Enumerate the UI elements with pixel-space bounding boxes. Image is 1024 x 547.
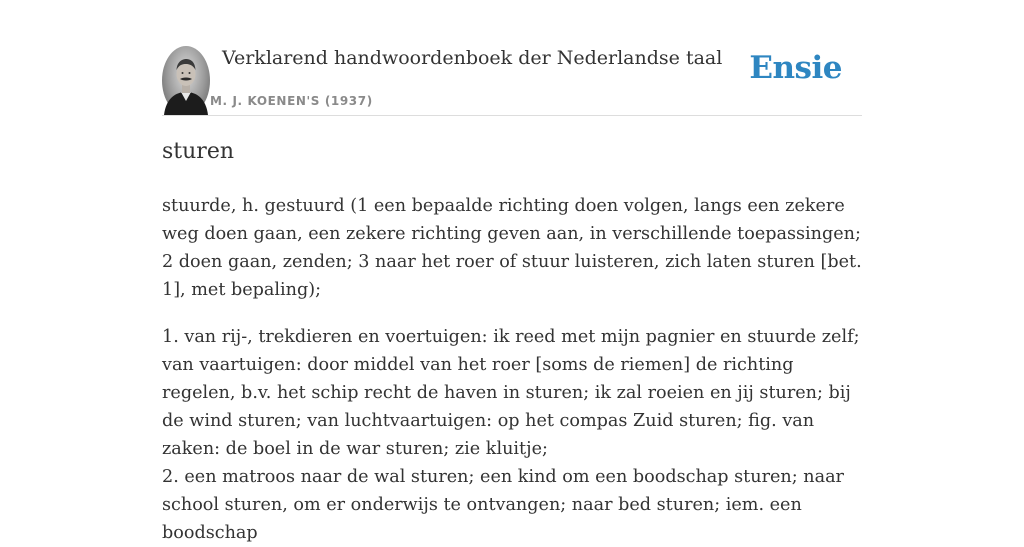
header [162, 0, 862, 116]
entry-sense: 2. een matroos naar de wal sturen; een kind om een boodschap sturen; naar school sturen, om er onderwijs te ontvangen; naar bed sturen; iem. een boodschap [162, 467, 844, 543]
portrait-drawing [162, 46, 210, 115]
book-author: M. J. KOENEN'S (1937) [210, 94, 373, 108]
entry-sense: 1. van rij-, trekdieren en voertuigen: ik reed met mijn pagnier en stuurde zelf; van vaartuigen: door middel van het roer [soms de riemen] de richting regelen, b.v. het schip recht de haven in sturen; ik zal roeien en jij sturen; bij de wind sturen; van luchtvaartuigen: op het compas Zuid sturen; fig. van zaken: de boel in de war sturen; zie kluitje; [162, 327, 860, 459]
content [162, 0, 862, 543]
author-portrait-icon [162, 46, 210, 115]
book-title: Verklarend handwoordenboek der Nederlandse taal [222, 47, 723, 69]
ensie-logo-link[interactable]: Ensie [749, 50, 842, 86]
entry-intro: stuurde, h. gestuurd (1 een bepaalde richting doen volgen, langs een zekere weg doen gaan, een zekere richting geven aan, in verschillende toepassingen; 2 doen gaan, zenden; 3 naar het roer of stuur luisteren, zich laten sturen [bet. 1], met bepaling); [162, 196, 862, 300]
entry-headword: sturen [162, 139, 235, 164]
entry-definition [162, 192, 862, 547]
entry-senses [162, 323, 862, 547]
